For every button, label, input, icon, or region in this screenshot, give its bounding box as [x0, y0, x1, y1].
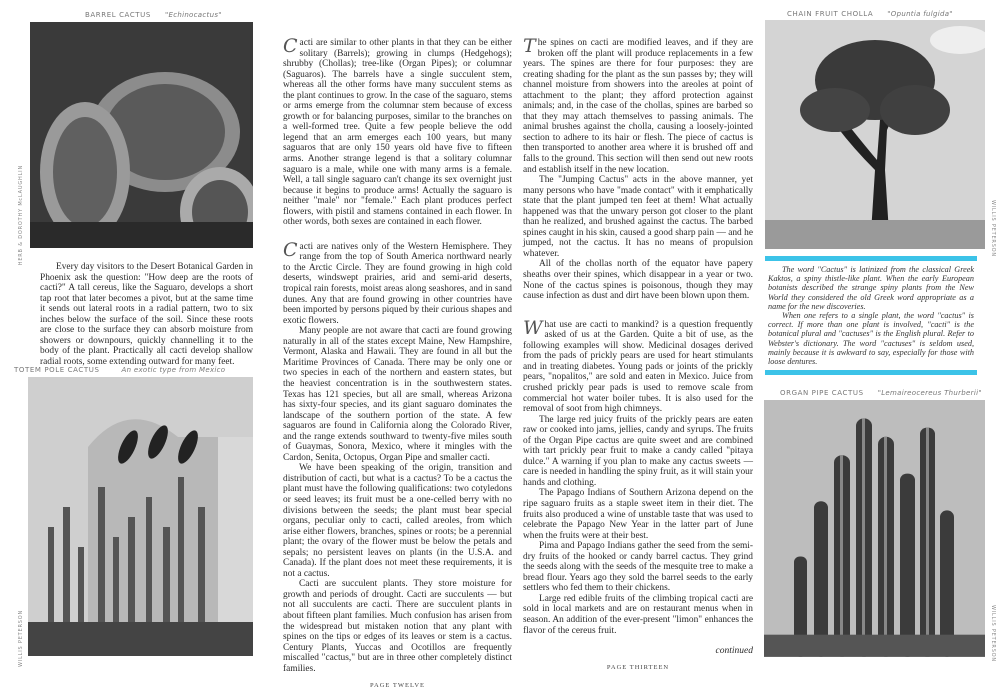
right-page-column	[764, 10, 986, 657]
paragraph: acti are similar to other plants in that they can be either solitary (Barrels); growing in clumps (Hedgehogs); shrubby (Chollas); tree-like (Organ Pipes); or columnar (Saguaros). The barrels have a single succulent stem, whereas all the other forms have many succulent stems as the plant continues to grow. In the case of the saguaro, stems or arms emerge from the columnar stem because of excess growth or for balancing purposes, similar to the branches on a well-formed tree. Quite a few people believe the odd legend that an arm emerges each 100 years, but many saguaros that are only 150 years old have five to fifteen arms. Another strange legend is that a solitary columnar saguaro is a male, while one with many arms is a female. Well, a tall single saguaro can't change its sex overnight just because it begins to produce arms! Actually the saguaro is neither "male" nor "female." Each plant produces perfect flowers, with pistil and stamens contained in each flower. In other words, both sexes are contained in each flower.	[283, 38, 512, 228]
sidebar-bottom-bar	[765, 370, 977, 375]
chain-fruit-cholla-photo	[765, 20, 985, 249]
drop-cap: W	[523, 316, 543, 339]
caption-scientific: An exotic type from Mexico	[121, 366, 226, 374]
paragraph: The large red juicy fruits of the prickly pears are eaten raw or cooked into jams, jellies, candy and syrups. The fruits of the Organ Pipe cactus are quite sweet and are combined with tart prickly pear fruit to make a candy called "pitaya dulce." A warning if you plan to make any cactus sweets — care is needed in handling the spiny fruit, as it will stain your hands and clothing.	[523, 414, 753, 488]
paragraph: Large red edible fruits of the climbing tropical cacti are sold in local markets and are on restaurant menus when in season. An addition of the ever-present "limon" enhances the flavor of the cereus fruit.	[523, 593, 753, 636]
page-twelve-column	[283, 35, 512, 689]
caption-name: CHAIN FRUIT CHOLLA	[787, 10, 874, 18]
page-thirteen-folio: PAGE THIRTEEN	[606, 664, 670, 672]
cholla-photo-credit: WILLIS PETERSON	[990, 200, 996, 257]
drop-cap: C	[283, 238, 298, 261]
barrel-photo-credit: HERB & DOROTHY McLAUGHLIN	[18, 165, 24, 266]
cactus-distribution-section	[283, 238, 512, 674]
uses-section	[523, 316, 753, 636]
spines-section	[523, 35, 753, 302]
paragraph: The "Jumping Cactus" acts in the above manner, yet many persons who have "made contact" with it emphatically state that the plant jumped ten feet at them! What actually happened was that the unwary person got closer to the plant than he realized, and brushed against the cactus. The barbed spines caught in his skin, caused a good sharp pain — and he jumped, not the cactus. It has no means of propulsion whatever.	[523, 175, 753, 259]
barrel-cactus-photo	[30, 22, 253, 248]
totem-pole-caption	[14, 366, 225, 374]
page-twelve-folio: PAGE TWELVE	[370, 682, 425, 689]
paragraph: Every day visitors to the Desert Botanical Garden in Phoenix ask the question: "How deep are the roots of cacti?" A tall cereus, like the Saguaro, develops a short tap root that later becomes a pivot, but at the same time it sends out lateral roots in a radial pattern, two to six inches below the surface of the soil. Since these roots are close to the surface they can absorb moisture from showers or downpours, quickly channelling it to the body of the plant. Practically all cacti develop shallow radial roots, some extending outward for many feet.	[40, 262, 253, 367]
paragraph: When one refers to a single plant, the word "cactus" is correct. If more than one plant is involved, "cacti" is the botanical plural and "cactuses" is the English plural. Refer to Webster's dictionary. The word "cactuses" is seldom used, mainly because it is awkward to say, especially for those with loose dentures.	[768, 311, 974, 367]
paragraph: Pima and Papago Indians gather the seed from the semi-dry fruits of the hooked or candy barrel cactus. They grind the seeds along with the seeds of the mesquite tree to make a bread flour. Years ago they sold the barrel seeds to the early settlers who fed them to their chickens.	[523, 541, 753, 594]
organ-pipe-cactus-photo	[764, 400, 985, 657]
caption-scientific: "Opuntia fulgida"	[887, 10, 953, 18]
caption-name: BARREL CACTUS	[85, 11, 151, 19]
paragraph: All of the chollas north of the equator have papery sheaths over their spines, which disappear in a year or two. None of the cactus spines is poisonous, though they may cause infection as dust and dirt have been blown upon them.	[523, 259, 753, 302]
paragraph: Many people are not aware that cacti are found growing naturally in all of the states except Maine, New Hampshire, Vermont, Alaska and Hawaii. They are found in all but the Maritime Provinces of Canada. There may be only one or two species in each of the northern and eastern states, but the heaviest concentration is in the southwestern states. Texas has 121 species, but all are small, whereas Arizona has sixty-four species, and its giant saguaro dominates the landscape of the southern portion of the state. A few saguaros are found in California along the Colorado River, and the range extends southward to twenty-five miles south of Guaymas, Sonora, Mexico, where it mingles with the Cardon, Senita, Octopus, Organ Pipe and smaller cacti.	[283, 326, 512, 463]
cactus-word-sidebar	[764, 261, 976, 370]
chain-fruit-cholla-caption	[787, 10, 986, 18]
caption-name: TOTEM POLE CACTUS	[14, 366, 100, 374]
paragraph: The Papago Indians of Southern Arizona depend on the ripe saguaro fruits as a staple sweet item in their diet. The fruits also produced a wine of unstable taste that was used to celebrate the Papago New Year in the latter part of June when the fruits were at their best.	[523, 488, 753, 541]
caption-scientific: "Lemaireocereus Thurberii"	[877, 389, 982, 398]
barrel-cactus-caption	[85, 11, 222, 19]
caption-name: ORGAN PIPE CACTUS	[780, 389, 864, 398]
cactus-forms-section	[283, 35, 512, 228]
paragraph: We have been speaking of the origin, transition and distribution of cacti, but what is a cactus? To be a cactus the plant must have the following qualifications: two cotyledons or seed leaves; its fruit must be a one-celled berry with no divisions between the seeds; the plant must bear special organs, peculiar only to cacti, called areoles, from which arise either flowers, branches, spines or roots; be a perennial plant; the ovary of the flower must be below the petals and sepals; no persistent leaves on plants (in the U.S.A. and Canada). If the plant does not meet these requirements, it is not a cactus.	[283, 463, 512, 579]
paragraph: acti are natives only of the Western Hemisphere. They range from the top of South America northward nearly to the Arctic Circle. They are found growing in high cold deserts, windswept prairies, arid and semi-arid deserts, tropical rain forests, moist areas along seashores, and in sand dunes. Any that are found growing in other countries have been imported by persons piqued by their curious shapes and exotic flowers.	[283, 241, 512, 326]
roots-paragraph	[40, 262, 253, 367]
organ-pipe-caption	[780, 389, 986, 397]
organ-photo-credit: WILLIS PETERSON	[990, 605, 996, 662]
paragraph: Cacti are succulent plants. They store moisture for growth and periods of drought. Cacti are succulents — but not all succulents are cacti. There are succulent plants in about fifteen plant families. Much confusion has arisen from the widespread but mistaken notion that any plant with spines on the tips or edges of its leaves or stem is a cactus. Century Plants, Yuccas and Ocotillos are frequently miscalled "cactus," but are in three other completely distinct families.	[283, 579, 512, 674]
page-thirteen-column	[523, 35, 753, 672]
totem-photo-credit: WILLIS PETERSON	[18, 610, 24, 667]
caption-scientific: "Echinocactus"	[164, 11, 222, 19]
paragraph: hat use are cacti to mankind? is a question frequently asked of us at the Garden. Quite a bit of use, as the following examples will show. Medicinal dosages derived from the pads of prickly pears are used for heart stimulants and in treating diabetes. Young pads or joints of the prickly pears, "nopalitos," are sold and eaten in Mexico. Juice from crushed prickly pear pads is used to remove scale from commercial hot water boiler tubes. It is also used for the removal of soot from high chimneys.	[523, 319, 753, 415]
continued-label: continued	[715, 646, 753, 657]
drop-cap: T	[523, 35, 536, 57]
paragraph: he spines on cacti are modified leaves, and if they are broken off the plant will produce replacements in a few years. The spines are there for four purposes: they are creating shading for the plant as the sun passes by; they will channel moisture from showers into the areoles at point of attachment to the plant; they afford protection against animals; and, in the case of the chollas, spines are barbed so that they may attach themselves to passing animals. The animal brushes against the cholla, causing a loosely-jointed section to adhere to its hair or flesh. The piece of cactus is then transported to another area where it is brushed off and falls to the ground. This section will then send out new roots and establish itself in the new location.	[523, 38, 753, 175]
drop-cap: C	[283, 35, 298, 57]
totem-pole-cactus-photo	[28, 377, 253, 656]
paragraph: The word "Cactus" is latinized from the classical Greek Kaktos, a spiny thistle-like plant. When the early European botanists described the strange spiny plants from the New World they considered the old Greek word appropriate as a name for the new discoveries.	[768, 265, 974, 311]
